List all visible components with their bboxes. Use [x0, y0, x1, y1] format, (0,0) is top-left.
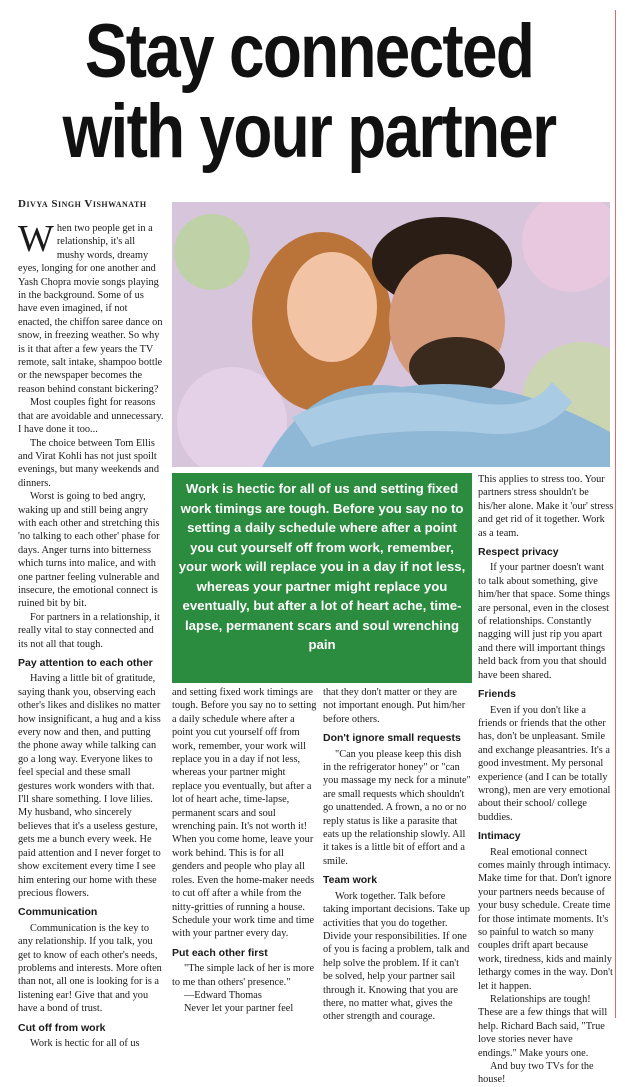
- section-heading: Don't ignore small requests: [323, 732, 461, 745]
- headline: Stay connected with your partner: [62, 9, 556, 174]
- paragraph: Relationships are tough! These are a few things that will help. Richard Bach said, "True love stories never have endings." Make yours one.: [478, 994, 608, 1059]
- section-heading: Respect privacy: [478, 546, 559, 559]
- paragraph: Most couples fight for reasons that are avoidable and unnecessary. I have done it too...: [18, 397, 164, 436]
- couple-photo: [172, 202, 610, 467]
- byline: Divya Singh Vishwanath: [18, 198, 147, 210]
- article-column-1: [18, 218, 164, 1050]
- paragraph: This applies to stress too. Your partners stress shouldn't be his/her alone. Make it 'our' stress and get rid of it together. Work as a team.: [478, 474, 614, 539]
- section-heading: Intimacy: [478, 830, 521, 843]
- section-heading: Put each other first: [172, 946, 268, 959]
- paragraph: Real emotional connect comes mainly through intimacy. Make time for that. Don't ignore your partners needs because of your busy schedule. Create time for those intimate moments. It's so painful to watch so many couples drift apart because work, tiredness, kids and mainly lethargy comes in the way. Don't let it happen.: [478, 846, 613, 992]
- paragraph: If your partner doesn't want to talk about something, give him/her that space. Some things are personal, even in the closest of relationships. Constantly nagging will just rip you apart and there will important things held back from you that should have been shared.: [478, 562, 610, 681]
- section-heading: Pay attention to each other: [18, 657, 153, 669]
- article-column-3: [323, 686, 471, 1024]
- section-heading: Cut off from work: [18, 1021, 106, 1034]
- intro-paragraph: [18, 218, 164, 396]
- pull-quote-callout: Work is hectic for all of us and setting fixed work timings are tough. Before you say no to setting a daily schedule where after a point you cut yourself off from work, remember, your work will replace you in a day if not less, whereas your partner might replace you eventually, but after a lot of heart ache, time-lapse, permanent scars and soul wrenching pain: [172, 473, 472, 683]
- paragraph: Work together. Talk before taking important decisions. Take up activities that you do together. Divide your responsibilities. If one of you is facing a problem, talk and help solve the problem. If it can't be solved, help your partner sail through it. Knowing that you are there, no matter what, gives the other strength and courage.: [323, 890, 470, 1023]
- article-column-4: [478, 473, 614, 1087]
- paragraph: The choice between Tom Ellis and Virat Kohli has not just spoilt evenings, but many weekends and dinners.: [18, 437, 159, 489]
- quote-author: —Edward Thomas: [184, 989, 262, 1001]
- intro-text: hen two people get in a relationship, it's all mushy words, dreamy eyes, longing for one another and Yash Chopra movie songs playing in the background. Some of us have even imagined, if not enacted, the chiffon saree dance on snow, in freezing weather. So why is it that after a few years the TV remote, salt intake, shampoo bottle or the newspaper becomes the reason behind constant bickering?: [18, 223, 163, 395]
- paragraph: Work is hectic for all of us: [30, 1037, 140, 1049]
- article-column-2: [172, 686, 317, 1016]
- paragraph: and setting fixed work timings are tough. Before you say no to setting a daily schedule where after a point you cut yourself off from work, remember, your work will replace you in a day if not less, whereas your partner might replace you eventually, but after a lot of heart ache, time-lapse, permanent scars and soul wrenching pain. It's not worth it! When you come home, leave your work behind. This is for all genders and people who play all roles. Even the home-maker needs to cut off after a while from the nitty-gritties of running a house. Schedule your work time and time with your partner every day.: [172, 687, 317, 940]
- paragraph: "Can you please keep this dish in the refrigerator honey" or "can you massage my neck for a minute" are small requests which shouldn't go unattended. A frown, a no or no reply status is like a parasite that eats up the relationship slowly. All it takes is a little bit of effort and a smile.: [323, 748, 471, 867]
- paragraph: And buy two TVs for the house!: [478, 1061, 594, 1086]
- section-heading: Team work: [323, 874, 378, 887]
- section-heading: Friends: [478, 688, 516, 701]
- right-margin-rule: [615, 10, 616, 1018]
- paragraph: Having a little bit of gratitude, saying thank you, observing each other's likes and dislikes no matter how insignificant, a hug and a kiss every now and then, and putting the phone away while talking can go a long way. Everyone likes to feel special and these small gestures work wonders with that. I'll share something. I love lilies. My husband, who sincerely believes that it's a useless gesture, gets me a bunch every week. He paid attention and I never forget to show excitement every time I see him entering our home with these precious flowers.: [18, 673, 161, 899]
- paragraph: Communication is the key to any relationship. If you talk, you get to know of each other's needs, problems and interests. More often than not, all one is looking for is a listening ear! Give that and you have a bond of trust.: [18, 922, 162, 1015]
- section-heading: Communication: [18, 906, 98, 919]
- paragraph: that they don't matter or they are not important enough. Put him/her before others.: [323, 687, 466, 725]
- paragraph: For partners in a relationship, it really vital to stay connected and its not all that tough.: [18, 611, 160, 650]
- paragraph: Worst is going to bed angry, waking up and still being angry with each other and stretching this 'no talking to each other' phase for days. Anger turns into bitterness which turns into malice, and with one partner feeling vulnerable and insecure, the emotional connect is ruined bit by bit.: [18, 491, 160, 610]
- couple-photo-illustration: [172, 202, 610, 467]
- drop-cap: W: [18, 218, 54, 260]
- paragraph: Even if you don't like a friends or friends that the other has, don't be unpleasant. Smile and exchange pleasantries. It's a good investment. My personal experience (and I can be totally wrong), men are very emotional about their school/ college buddies.: [478, 704, 611, 823]
- quote: "The simple lack of her is more to me than others' presence.": [172, 963, 315, 988]
- paragraph: Never let your partner feel: [184, 1003, 294, 1015]
